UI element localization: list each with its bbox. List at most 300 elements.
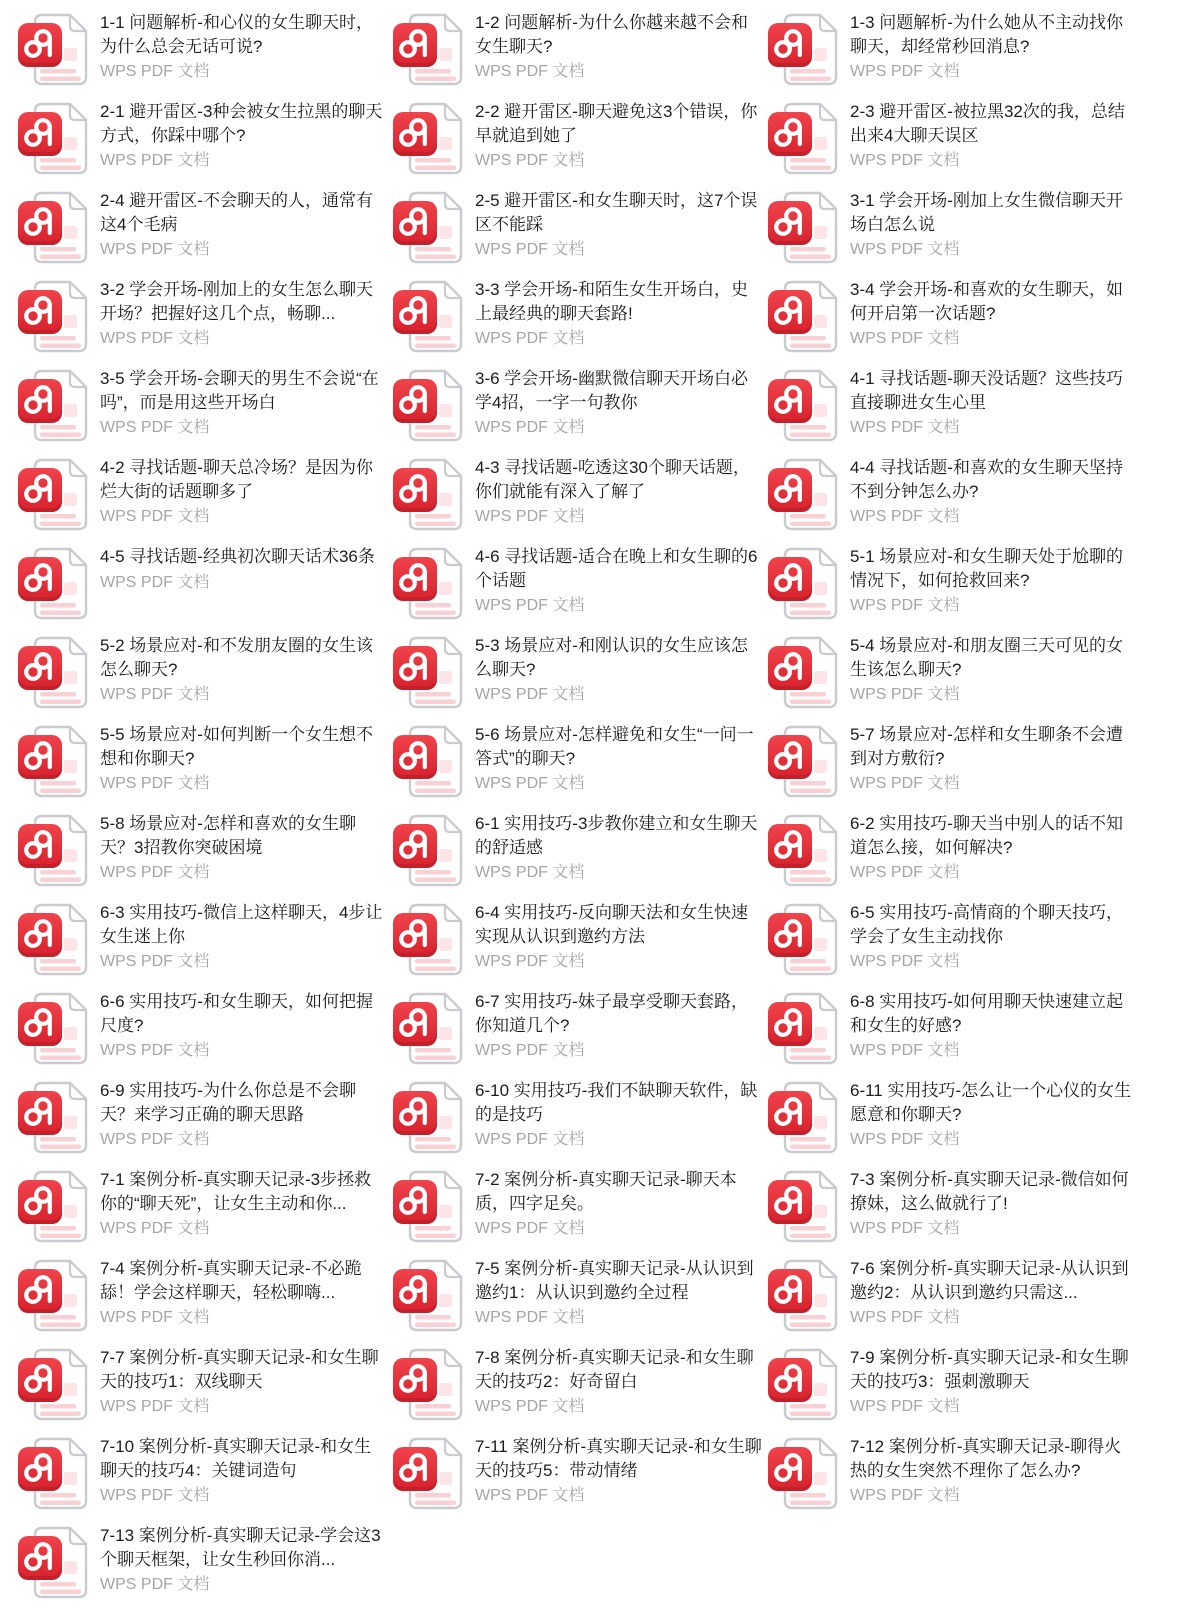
pdf-document-icon: [764, 810, 842, 890]
file-text-block: [100, 276, 388, 350]
file-item[interactable]: [764, 454, 1190, 534]
wps-pdf-file-icon: [14, 1166, 92, 1246]
file-type-label: WPS PDF 文档: [475, 419, 585, 436]
wps-pdf-file-icon: [14, 454, 92, 534]
wps-pdf-file-icon: [14, 543, 92, 623]
file-title: 2-2 避开雷区-聊天避免这3个错误，你早就追到她了: [475, 102, 758, 145]
file-item[interactable]: [764, 632, 1190, 712]
file-type-label: WPS PDF 文档: [100, 63, 210, 80]
file-text-block: [100, 988, 388, 1062]
pdf-document-icon: [389, 454, 467, 534]
pdf-document-icon: [14, 454, 92, 534]
pdf-document-icon: [389, 276, 467, 356]
file-title: 6-1 实用技巧-3步教你建立和女生聊天的舒适感: [475, 814, 758, 857]
file-title: 4-2 寻找话题-聊天总冷场？是因为你烂大街的话题聊多了: [100, 458, 373, 501]
pdf-document-icon: [764, 365, 842, 445]
file-item[interactable]: [14, 810, 389, 890]
file-text-block: [475, 187, 763, 261]
pdf-document-icon: [764, 1344, 842, 1424]
file-type-label: WPS PDF 文档: [475, 775, 585, 792]
file-text-block: [100, 98, 388, 172]
file-text-block: [100, 899, 388, 973]
wps-pdf-file-icon: [764, 1344, 842, 1424]
file-title: 4-6 寻找话题-适合在晚上和女生聊的6个话题: [475, 547, 758, 590]
file-text-block: [850, 276, 1138, 350]
pdf-document-icon: [389, 1433, 467, 1513]
file-item[interactable]: [14, 632, 389, 712]
file-text-block: [475, 1344, 763, 1418]
file-item[interactable]: [389, 276, 764, 356]
file-text-block: [100, 9, 388, 83]
file-text-block: [850, 632, 1138, 706]
file-text-block: [850, 365, 1138, 439]
file-type-label: WPS PDF 文档: [850, 1042, 960, 1059]
file-type-label: WPS PDF 文档: [100, 419, 210, 436]
file-text-block: [100, 1255, 388, 1329]
wps-pdf-file-icon: [389, 1344, 467, 1424]
pdf-document-icon: [389, 187, 467, 267]
wps-pdf-file-icon: [764, 276, 842, 356]
wps-pdf-file-icon: [14, 1522, 92, 1602]
file-text-block: [850, 1433, 1138, 1507]
file-title: 7-5 案例分析-真实聊天记录-从认识到邀约1：从认识到邀约全过程: [475, 1259, 754, 1302]
wps-pdf-file-icon: [14, 721, 92, 801]
file-item[interactable]: [389, 543, 764, 623]
file-title: 3-2 学会开场-刚加上的女生怎么聊天开场？把握好这几个点，畅聊...: [100, 280, 373, 323]
file-type-label: WPS PDF 文档: [100, 1131, 210, 1148]
file-text-block: [100, 1522, 388, 1596]
file-item[interactable]: [14, 1255, 389, 1335]
file-item[interactable]: [389, 1433, 764, 1513]
file-text-block: [475, 543, 763, 617]
file-title: 6-6 实用技巧-和女生聊天，如何把握尺度?: [100, 992, 373, 1035]
file-text-block: [475, 1255, 763, 1329]
file-title: 6-8 实用技巧-如何用聊天快速建立起和女生的好感?: [850, 992, 1123, 1035]
pdf-document-icon: [14, 187, 92, 267]
file-type-label: WPS PDF 文档: [475, 953, 585, 970]
file-item[interactable]: [389, 365, 764, 445]
file-title: 2-4 避开雷区-不会聊天的人，通常有这4个毛病: [100, 191, 373, 234]
file-type-label: WPS PDF 文档: [100, 241, 210, 258]
wps-pdf-file-icon: [764, 810, 842, 890]
file-title: 5-1 场景应对-和女生聊天处于尬聊的情况下，如何抢救回来?: [850, 547, 1123, 590]
file-text-block: [850, 988, 1138, 1062]
file-text-block: [100, 632, 388, 706]
pdf-document-icon: [389, 810, 467, 890]
wps-pdf-file-icon: [764, 1077, 842, 1157]
file-type-label: WPS PDF 文档: [850, 1398, 960, 1415]
file-title: 3-5 学会开场-会聊天的男生不会说“在吗”，而是用这些开场白: [100, 369, 379, 412]
file-item[interactable]: [764, 1166, 1190, 1246]
file-title: 7-4 案例分析-真实聊天记录-不必跪舔！学会这样聊天，轻松聊嗨...: [100, 1259, 362, 1302]
file-title: 5-6 场景应对-怎样避免和女生“一问一答式”的聊天?: [475, 725, 754, 768]
file-text-block: [850, 1077, 1138, 1151]
file-title: 6-10 实用技巧-我们不缺聊天软件，缺的是技巧: [475, 1081, 758, 1124]
wps-pdf-file-icon: [389, 365, 467, 445]
file-title: 7-9 案例分析-真实聊天记录-和女生聊天的技巧3：强刺激聊天: [850, 1348, 1129, 1391]
file-item[interactable]: [764, 1255, 1190, 1335]
wps-pdf-file-icon: [764, 721, 842, 801]
file-text-block: [475, 1433, 763, 1507]
file-title: 1-1 问题解析-和心仪的女生聊天时，为什么总会无话可说?: [100, 13, 373, 56]
file-item[interactable]: [14, 899, 389, 979]
pdf-document-icon: [14, 988, 92, 1068]
file-text-block: [100, 721, 388, 795]
file-item[interactable]: [764, 276, 1190, 356]
file-title: 2-5 避开雷区-和女生聊天时，这7个误区不能踩: [475, 191, 758, 234]
file-text-block: [475, 98, 763, 172]
file-text-block: [850, 721, 1138, 795]
file-type-label: WPS PDF 文档: [100, 953, 210, 970]
wps-pdf-file-icon: [389, 454, 467, 534]
file-text-block: [100, 454, 388, 528]
pdf-document-icon: [764, 1077, 842, 1157]
file-type-label: WPS PDF 文档: [475, 864, 585, 881]
file-type-label: WPS PDF 文档: [475, 1487, 585, 1504]
pdf-document-icon: [14, 1522, 92, 1602]
file-type-label: WPS PDF 文档: [850, 330, 960, 347]
wps-pdf-file-icon: [14, 1077, 92, 1157]
wps-pdf-file-icon: [764, 632, 842, 712]
pdf-document-icon: [14, 1166, 92, 1246]
pdf-document-icon: [389, 632, 467, 712]
file-item[interactable]: [389, 988, 764, 1068]
wps-pdf-file-icon: [764, 1255, 842, 1335]
file-item[interactable]: [389, 9, 764, 89]
wps-pdf-file-icon: [764, 454, 842, 534]
file-title: 5-5 场景应对-如何判断一个女生想不想和你聊天?: [100, 725, 373, 768]
pdf-document-icon: [14, 632, 92, 712]
file-text-block: [475, 454, 763, 528]
file-item[interactable]: [764, 543, 1190, 623]
wps-pdf-file-icon: [389, 98, 467, 178]
file-item[interactable]: [389, 187, 764, 267]
file-type-label: WPS PDF 文档: [100, 1042, 210, 1059]
file-text-block: [850, 98, 1138, 172]
file-title: 7-10 案例分析-真实聊天记录-和女生聊天的技巧4：关键词造句: [100, 1437, 372, 1480]
file-text-block: [100, 1166, 388, 1240]
wps-pdf-file-icon: [389, 721, 467, 801]
file-title: 7-13 案例分析-真实聊天记录-学会这3个聊天框架，让女生秒回你消...: [100, 1526, 381, 1569]
pdf-document-icon: [764, 721, 842, 801]
wps-pdf-file-icon: [389, 988, 467, 1068]
wps-pdf-file-icon: [389, 9, 467, 89]
file-type-label: WPS PDF 文档: [475, 1042, 585, 1059]
pdf-document-icon: [389, 988, 467, 1068]
file-item[interactable]: [389, 1255, 764, 1335]
file-item[interactable]: [764, 9, 1190, 89]
file-item[interactable]: [14, 721, 389, 801]
file-item[interactable]: [14, 98, 389, 178]
file-item[interactable]: [14, 9, 389, 89]
file-title: 7-6 案例分析-真实聊天记录-从认识到邀约2：从认识到邀约只需这...: [850, 1259, 1129, 1302]
file-type-label: WPS PDF 文档: [475, 152, 585, 169]
wps-pdf-file-icon: [764, 899, 842, 979]
file-item[interactable]: [14, 187, 389, 267]
file-text-block: [100, 1344, 388, 1418]
file-title: 6-11 实用技巧-怎么让一个心仪的女生愿意和你聊天?: [850, 1081, 1132, 1124]
pdf-document-icon: [764, 1166, 842, 1246]
wps-pdf-file-icon: [764, 1433, 842, 1513]
file-text-block: [475, 632, 763, 706]
wps-pdf-file-icon: [14, 1255, 92, 1335]
file-type-label: WPS PDF 文档: [850, 419, 960, 436]
file-type-label: WPS PDF 文档: [475, 63, 585, 80]
file-type-label: WPS PDF 文档: [100, 686, 210, 703]
file-title: 7-11 案例分析-真实聊天记录-和女生聊天的技巧5：带动情绪: [475, 1437, 762, 1480]
file-text-block: [475, 899, 763, 973]
file-title: 5-2 场景应对-和不发朋友圈的女生该怎么聊天?: [100, 636, 373, 679]
pdf-document-icon: [389, 1255, 467, 1335]
pdf-document-icon: [14, 1344, 92, 1424]
wps-pdf-file-icon: [14, 9, 92, 89]
file-type-label: WPS PDF 文档: [475, 1131, 585, 1148]
file-type-label: WPS PDF 文档: [850, 508, 960, 525]
file-type-label: WPS PDF 文档: [475, 597, 585, 614]
file-text-block: [850, 454, 1138, 528]
file-text-block: [850, 9, 1138, 83]
wps-pdf-file-icon: [14, 187, 92, 267]
file-item[interactable]: [764, 365, 1190, 445]
file-text-block: [850, 1166, 1138, 1240]
file-item[interactable]: [14, 543, 389, 623]
file-type-label: WPS PDF 文档: [475, 1309, 585, 1326]
file-title: 6-2 实用技巧-聊天当中别人的话不知道怎么接，如何解决?: [850, 814, 1123, 857]
wps-pdf-file-icon: [764, 543, 842, 623]
pdf-document-icon: [389, 721, 467, 801]
wps-pdf-file-icon: [14, 988, 92, 1068]
pdf-document-icon: [764, 632, 842, 712]
file-text-block: [100, 365, 388, 439]
wps-pdf-file-icon: [14, 98, 92, 178]
file-type-label: WPS PDF 文档: [850, 686, 960, 703]
file-title: 1-2 问题解析-为什么你越来越不会和女生聊天?: [475, 13, 748, 56]
file-text-block: [475, 1166, 763, 1240]
file-title: 7-7 案例分析-真实聊天记录-和女生聊天的技巧1：双线聊天: [100, 1348, 379, 1391]
wps-pdf-file-icon: [389, 899, 467, 979]
file-item[interactable]: [389, 454, 764, 534]
file-text-block: [475, 1077, 763, 1151]
file-type-label: WPS PDF 文档: [100, 1398, 210, 1415]
file-item[interactable]: [764, 899, 1190, 979]
file-title: 2-1 避开雷区-3种会被女生拉黑的聊天方式，你踩中哪个?: [100, 102, 383, 145]
file-text-block: [475, 810, 763, 884]
file-item[interactable]: [389, 721, 764, 801]
file-type-label: WPS PDF 文档: [100, 1487, 210, 1504]
pdf-document-icon: [389, 899, 467, 979]
wps-pdf-file-icon: [14, 1344, 92, 1424]
wps-pdf-file-icon: [389, 632, 467, 712]
file-item[interactable]: [764, 98, 1190, 178]
file-type-label: WPS PDF 文档: [850, 1487, 960, 1504]
file-item[interactable]: [764, 1344, 1190, 1424]
file-type-label: WPS PDF 文档: [475, 1398, 585, 1415]
file-title: 7-12 案例分析-真实聊天记录-聊得火热的女生突然不理你了怎么办?: [850, 1437, 1122, 1480]
file-title: 5-3 场景应对-和刚认识的女生应该怎么聊天?: [475, 636, 748, 679]
pdf-document-icon: [764, 98, 842, 178]
file-item[interactable]: [389, 632, 764, 712]
pdf-document-icon: [764, 543, 842, 623]
wps-pdf-file-icon: [389, 1077, 467, 1157]
wps-pdf-file-icon: [389, 1255, 467, 1335]
file-item[interactable]: [14, 365, 389, 445]
file-title: 4-3 寻找话题-吃透这30个聊天话题，你们就能有深入了解了: [475, 458, 750, 501]
wps-pdf-file-icon: [764, 365, 842, 445]
file-type-label: WPS PDF 文档: [100, 864, 210, 881]
file-title: 4-1 寻找话题-聊天没话题？这些技巧直接聊进女生心里: [850, 369, 1123, 412]
pdf-document-icon: [14, 1077, 92, 1157]
file-title: 6-9 实用技巧-为什么你总是不会聊天？来学习正确的聊天思路: [100, 1081, 356, 1124]
file-title: 3-3 学会开场-和陌生女生开场白，史上最经典的聊天套路!: [475, 280, 748, 323]
file-text-block: [475, 276, 763, 350]
file-type-label: WPS PDF 文档: [850, 1220, 960, 1237]
file-text-block: [475, 988, 763, 1062]
file-item[interactable]: [389, 1344, 764, 1424]
pdf-document-icon: [389, 543, 467, 623]
file-title: 5-4 场景应对-和朋友圈三天可见的女生该怎么聊天?: [850, 636, 1123, 679]
file-item[interactable]: [389, 1077, 764, 1157]
pdf-document-icon: [764, 9, 842, 89]
file-type-label: WPS PDF 文档: [100, 508, 210, 525]
file-type-label: WPS PDF 文档: [850, 1131, 960, 1148]
file-type-label: WPS PDF 文档: [850, 63, 960, 80]
file-item[interactable]: [14, 1166, 389, 1246]
file-text-block: [475, 365, 763, 439]
file-title: 5-8 场景应对-怎样和喜欢的女生聊天？3招教你突破困境: [100, 814, 356, 857]
file-item[interactable]: [14, 988, 389, 1068]
file-title: 3-4 学会开场-和喜欢的女生聊天，如何开启第一次话题?: [850, 280, 1123, 323]
pdf-document-icon: [764, 1255, 842, 1335]
wps-pdf-file-icon: [14, 899, 92, 979]
pdf-document-icon: [389, 1166, 467, 1246]
file-type-label: WPS PDF 文档: [850, 1309, 960, 1326]
file-type-label: WPS PDF 文档: [100, 573, 210, 591]
wps-pdf-file-icon: [764, 98, 842, 178]
pdf-document-icon: [14, 365, 92, 445]
pdf-document-icon: [14, 810, 92, 890]
file-title: 6-3 实用技巧-微信上这样聊天，4步让女生迷上你: [100, 903, 383, 946]
file-text-block: [850, 810, 1138, 884]
file-text-block: [100, 1077, 388, 1151]
file-title: 5-7 场景应对-怎样和女生聊条不会遭到对方敷衍?: [850, 725, 1123, 768]
file-type-label: WPS PDF 文档: [100, 1576, 210, 1593]
file-item[interactable]: [14, 1433, 389, 1513]
file-item[interactable]: [14, 1077, 389, 1157]
wps-pdf-file-icon: [389, 810, 467, 890]
file-text-block: [475, 721, 763, 795]
file-item[interactable]: [389, 810, 764, 890]
pdf-document-icon: [764, 276, 842, 356]
file-type-label: WPS PDF 文档: [100, 1309, 210, 1326]
pdf-document-icon: [764, 187, 842, 267]
pdf-document-icon: [389, 9, 467, 89]
pdf-document-icon: [14, 98, 92, 178]
file-item[interactable]: [764, 988, 1190, 1068]
pdf-document-icon: [389, 98, 467, 178]
wps-pdf-file-icon: [14, 365, 92, 445]
file-item[interactable]: [764, 1433, 1190, 1513]
file-item[interactable]: [389, 899, 764, 979]
file-item[interactable]: [14, 1522, 389, 1602]
wps-pdf-file-icon: [764, 9, 842, 89]
wps-pdf-file-icon: [14, 632, 92, 712]
file-type-label: WPS PDF 文档: [475, 330, 585, 347]
file-type-label: WPS PDF 文档: [850, 152, 960, 169]
file-type-label: WPS PDF 文档: [850, 775, 960, 792]
file-type-label: WPS PDF 文档: [475, 241, 585, 258]
file-type-label: WPS PDF 文档: [475, 686, 585, 703]
file-title: 7-3 案例分析-真实聊天记录-微信如何撩妹，这么做就行了!: [850, 1170, 1129, 1213]
wps-pdf-file-icon: [389, 1433, 467, 1513]
file-type-label: WPS PDF 文档: [475, 508, 585, 525]
file-type-label: WPS PDF 文档: [100, 330, 210, 347]
pdf-document-icon: [764, 899, 842, 979]
pdf-document-icon: [389, 1077, 467, 1157]
file-item[interactable]: [764, 1077, 1190, 1157]
file-item[interactable]: [764, 187, 1190, 267]
pdf-document-icon: [389, 365, 467, 445]
file-type-label: WPS PDF 文档: [475, 1220, 585, 1237]
file-title: 6-5 实用技巧-高情商的个聊天技巧，学会了女生主动找你: [850, 903, 1123, 946]
pdf-document-icon: [764, 988, 842, 1068]
file-type-label: WPS PDF 文档: [100, 152, 210, 169]
wps-pdf-file-icon: [764, 1166, 842, 1246]
file-title: 4-4 寻找话题-和喜欢的女生聊天坚持不到分钟怎么办?: [850, 458, 1123, 501]
pdf-document-icon: [764, 454, 842, 534]
file-text-block: [850, 1344, 1138, 1418]
file-title: 3-6 学会开场-幽默微信聊天开场白必学4招，一字一句教你: [475, 369, 748, 412]
file-title: 2-3 避开雷区-被拉黑32次的我，总结出来4大聊天误区: [850, 102, 1125, 145]
file-type-label: WPS PDF 文档: [100, 775, 210, 792]
wps-pdf-file-icon: [14, 1433, 92, 1513]
file-title: 3-1 学会开场-刚加上女生微信聊天开场白怎么说: [850, 191, 1123, 234]
file-type-label: WPS PDF 文档: [850, 953, 960, 970]
file-text-block: [850, 187, 1138, 261]
file-item[interactable]: [389, 98, 764, 178]
file-title: 7-8 案例分析-真实聊天记录-和女生聊天的技巧2：好奇留白: [475, 1348, 754, 1391]
file-text-block: [850, 1255, 1138, 1329]
wps-pdf-file-icon: [14, 276, 92, 356]
file-type-label: WPS PDF 文档: [850, 864, 960, 881]
file-title: 4-5 寻找话题-经典初次聊天话术36条: [100, 547, 375, 566]
pdf-document-icon: [14, 543, 92, 623]
file-title: 6-4 实用技巧-反向聊天法和女生快速实现从认识到邀约方法: [475, 903, 748, 946]
file-item[interactable]: [14, 454, 389, 534]
wps-pdf-file-icon: [389, 187, 467, 267]
file-title: 7-1 案例分析-真实聊天记录-3步拯救你的“聊天死”，让女生主动和你...: [100, 1170, 372, 1213]
pdf-document-icon: [14, 9, 92, 89]
file-item[interactable]: [14, 276, 389, 356]
pdf-document-icon: [14, 1255, 92, 1335]
file-item[interactable]: [764, 810, 1190, 890]
file-text-block: [100, 187, 388, 261]
wps-pdf-file-icon: [764, 988, 842, 1068]
pdf-document-icon: [14, 899, 92, 979]
file-item[interactable]: [389, 1166, 764, 1246]
file-text-block: [850, 899, 1138, 973]
file-type-label: WPS PDF 文档: [850, 597, 960, 614]
pdf-document-icon: [14, 1433, 92, 1513]
pdf-document-icon: [389, 1344, 467, 1424]
file-text-block: [100, 1433, 388, 1507]
file-item[interactable]: [14, 1344, 389, 1424]
pdf-document-icon: [14, 276, 92, 356]
file-text-block: [100, 810, 388, 884]
file-text-block: [100, 543, 388, 594]
file-item[interactable]: [764, 721, 1190, 801]
wps-pdf-file-icon: [389, 1166, 467, 1246]
file-title: 6-7 实用技巧-妹子最享受聊天套路，你知道几个?: [475, 992, 748, 1035]
